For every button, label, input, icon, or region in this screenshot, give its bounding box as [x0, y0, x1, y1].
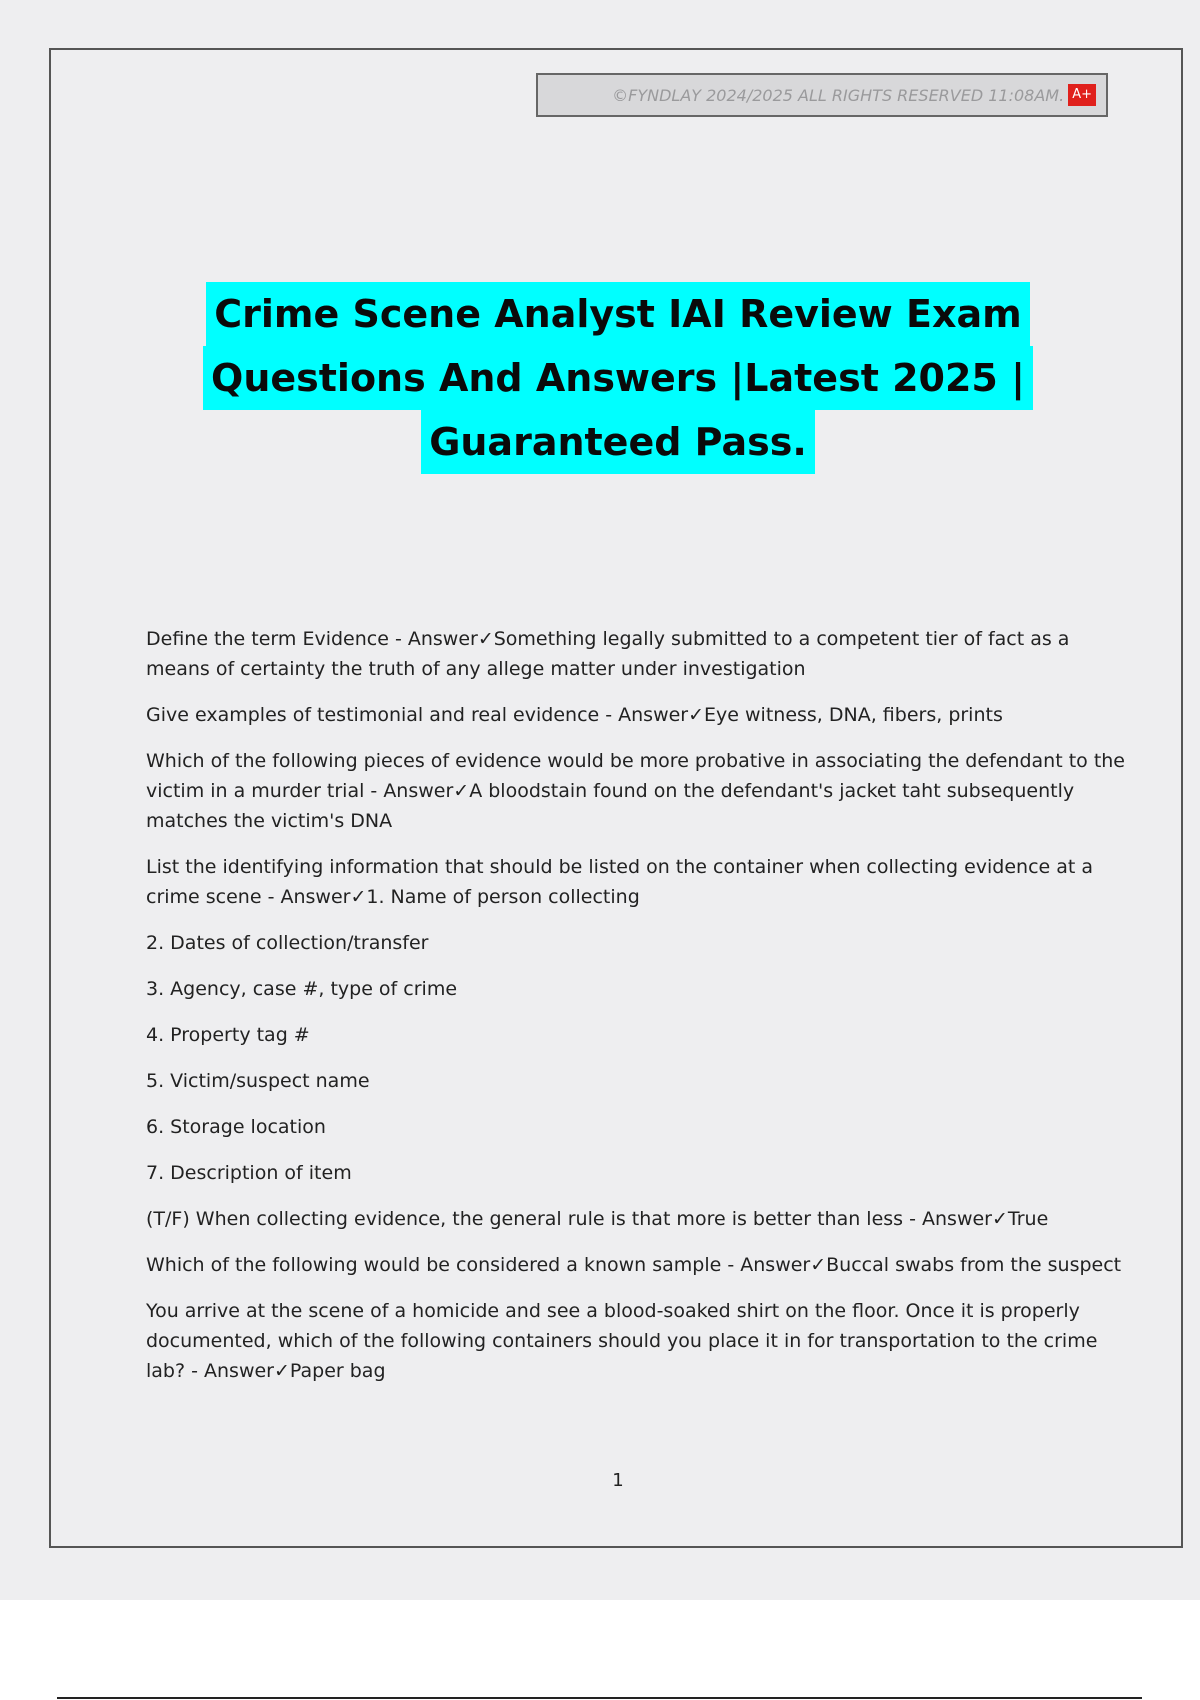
qa-list: [146, 624, 1136, 1402]
qa-item: 3. Agency, case #, type of crime: [146, 978, 458, 1000]
document-page: [49, 48, 1183, 1548]
qa-item: (T/F) When collecting evidence, the general rule is that more is better than less - Answer✓True: [146, 1208, 1049, 1230]
qa-item: 4. Property tag #: [146, 1024, 310, 1046]
title-line: Crime Scene Analyst IAI Review Exam: [206, 282, 1029, 346]
grade-badge: A+: [1068, 84, 1096, 106]
title-line: Questions And Answers |Latest 2025 |: [203, 346, 1033, 410]
qa-item: List the identifying information that should be listed on the container when collecting evidence at a crime scene - Answer✓1. Name of person collecting: [146, 856, 1094, 908]
bottom-divider: [57, 1697, 1142, 1699]
qa-item: 6. Storage location: [146, 1116, 326, 1138]
qa-item: 5. Victim/suspect name: [146, 1070, 370, 1092]
qa-item: Which of the following pieces of evidence would be more probative in associating the defendant to the victim in a murder trial - Answer✓A bloodstain found on the defendant's jacket taht subsequently matches the victim's DNA: [146, 750, 1126, 832]
title-line: Guaranteed Pass.: [421, 410, 815, 474]
qa-item: Define the term Evidence - Answer✓Something legally submitted to a competent tier of fact as a means of certainty the truth of any allege matter under investigation: [146, 628, 1070, 680]
qa-item: Which of the following would be considered a known sample - Answer✓Buccal swabs from the suspect: [146, 1254, 1122, 1276]
qa-item: 7. Description of item: [146, 1162, 352, 1184]
page-number: 1: [612, 1470, 624, 1491]
qa-item: You arrive at the scene of a homicide and see a blood-soaked shirt on the floor. Once it is properly documented, which of the following containers should you place it in for transportation to the crime lab? - Answer✓Paper bag: [146, 1300, 1098, 1382]
qa-item: 2. Dates of collection/transfer: [146, 932, 429, 954]
document-title: [51, 282, 1185, 474]
copyright-header: [536, 73, 1108, 117]
qa-item: Give examples of testimonial and real evidence - Answer✓Eye witness, DNA, fibers, prints: [146, 704, 1003, 726]
copyright-text: ©FYNDLAY 2024/2025 ALL RIGHTS RESERVED 11:08AM.: [612, 85, 1065, 105]
